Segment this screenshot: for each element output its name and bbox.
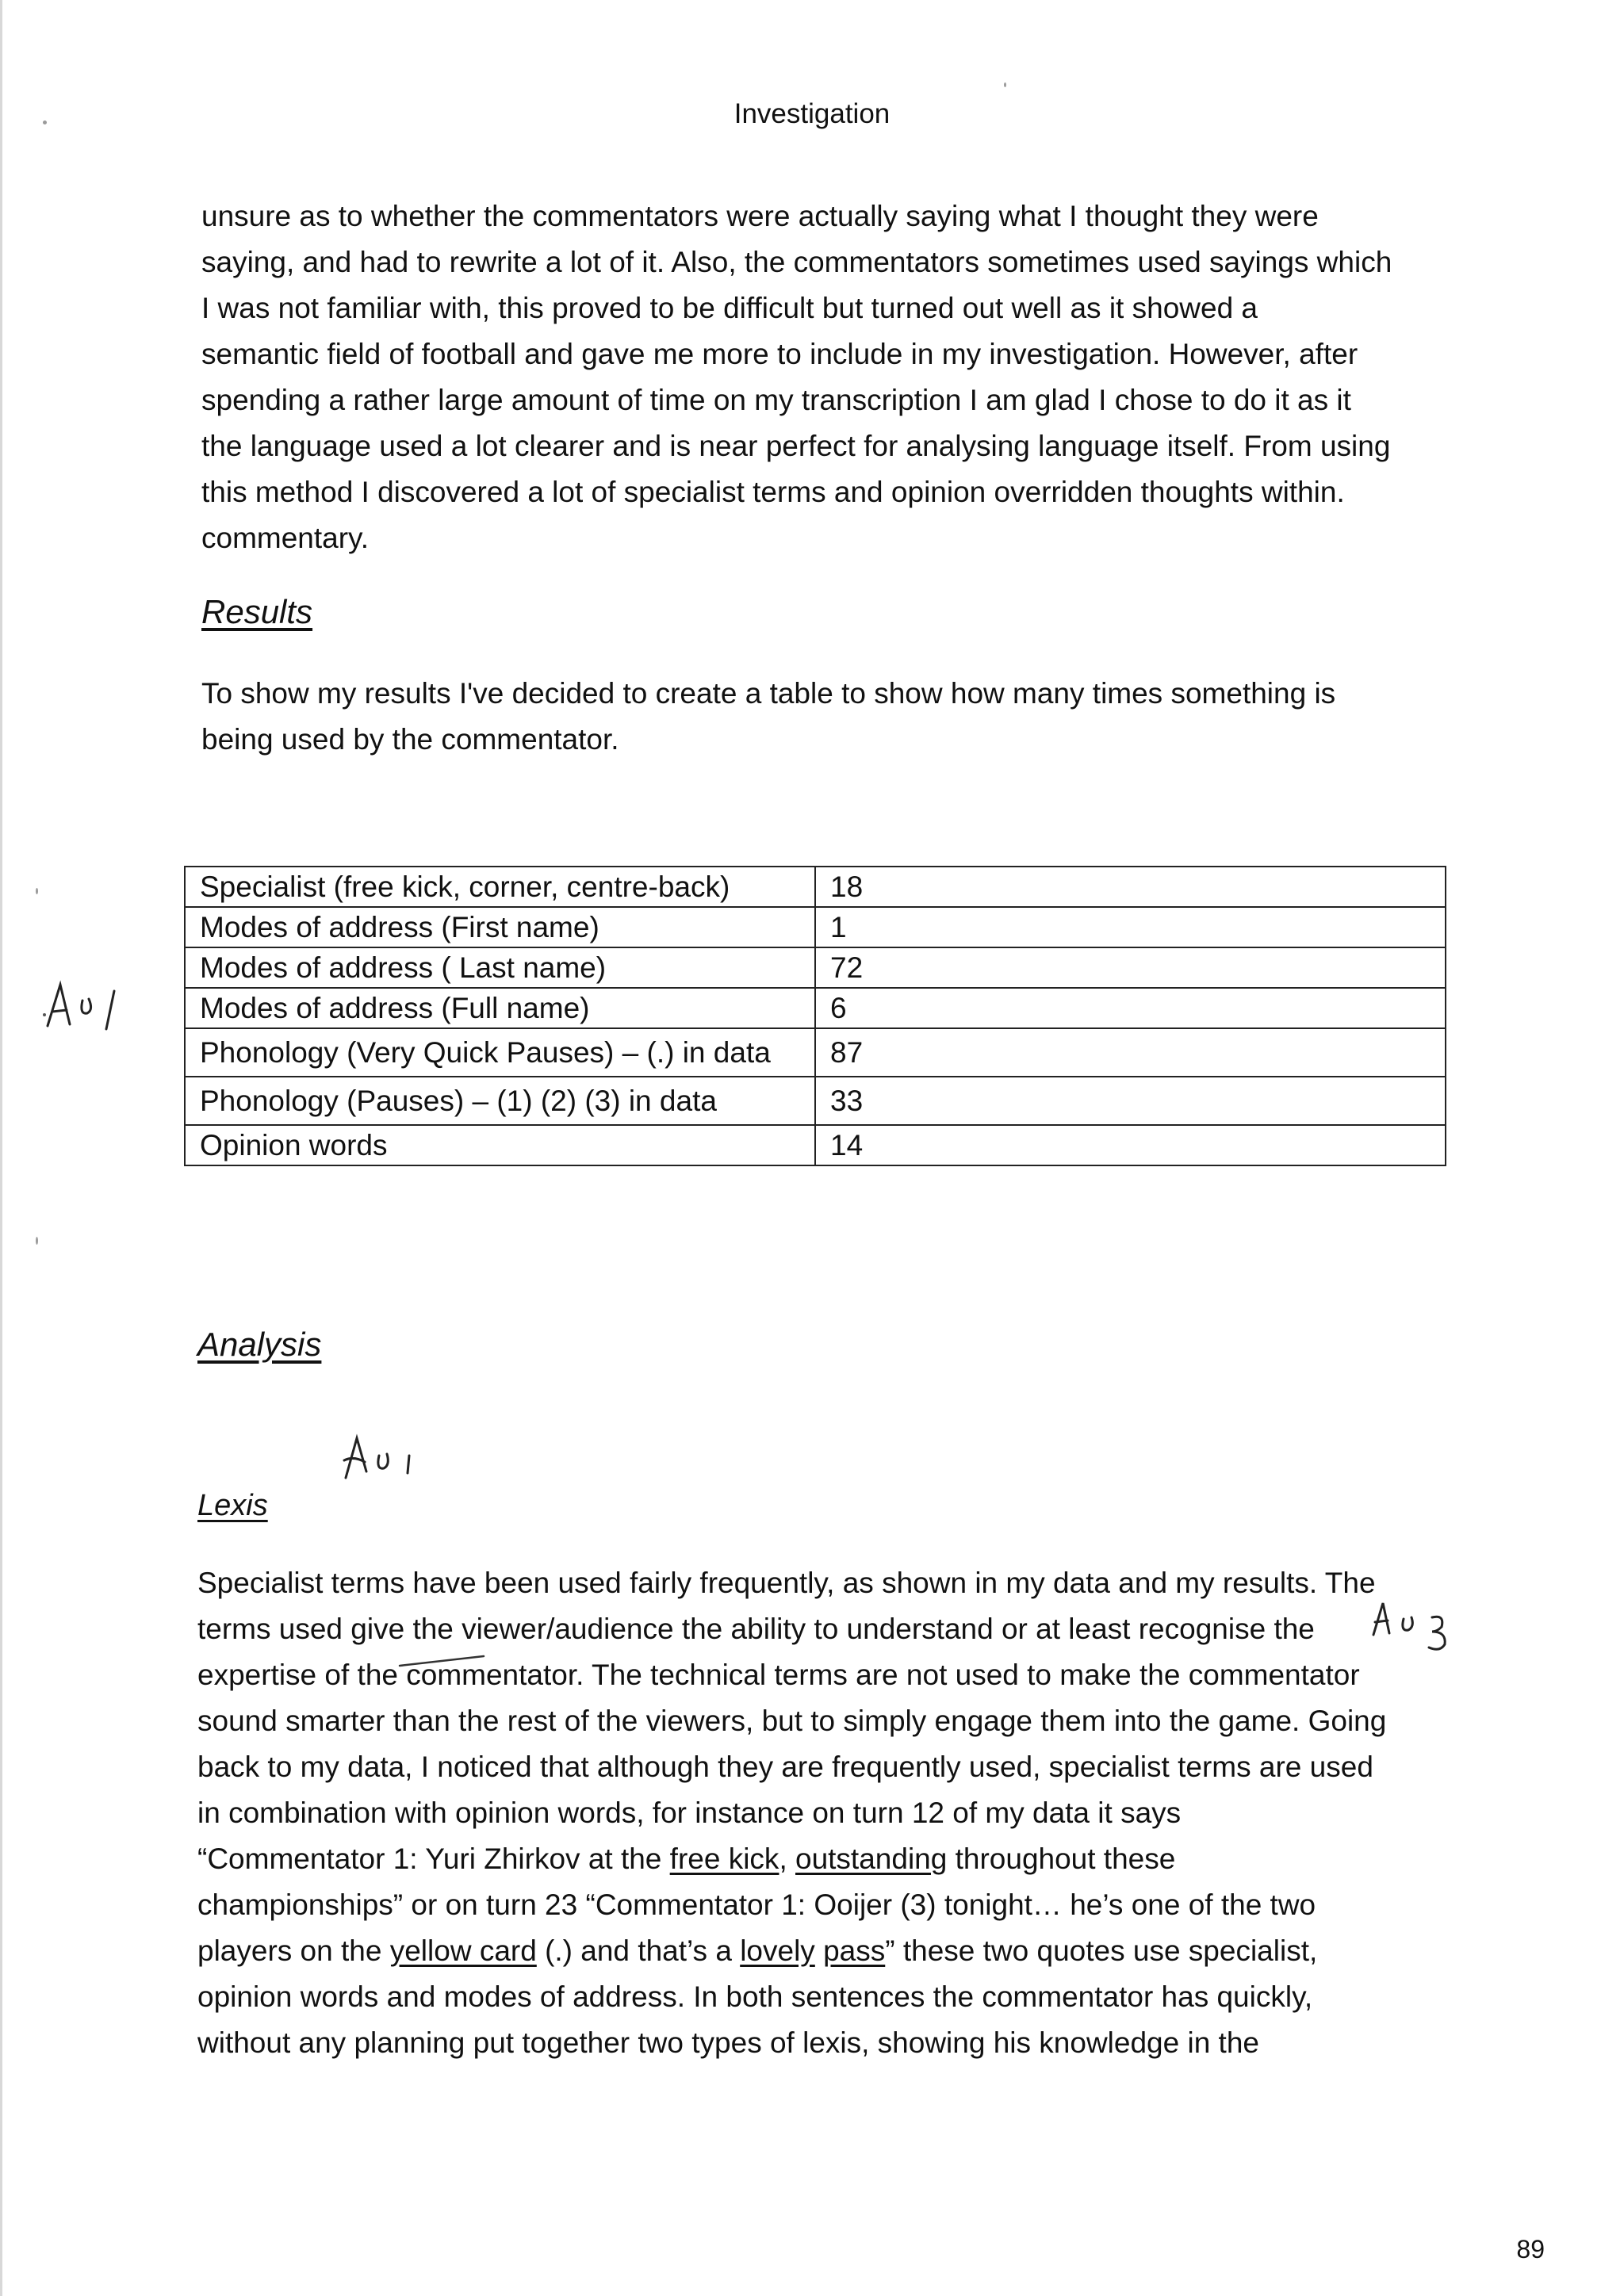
table-label-cell: Specialist (free kick, corner, centre-back) [185,867,815,907]
page-number: 89 [1516,2235,1545,2263]
results-line: To show my results I've decided to create a table to show how many times something is [201,677,1336,710]
handwriting-o-stroke [82,999,91,1013]
handwriting-o-stroke [1403,1617,1412,1630]
text-segment: , [779,1843,795,1875]
analysis-heading: Analysis [197,1326,322,1363]
table-label-cell: Modes of address (Full name) [185,988,815,1028]
table-label-cell: Opinion words [185,1125,815,1165]
intro-line: commentary. [201,522,370,554]
underlined-term: yellow card [389,1934,537,1967]
table-row [185,1028,1446,1077]
underlined-term: pass [823,1934,886,1967]
intro-line: this method I discovered a lot of specialist terms and opinion overridden thoughts within. [201,476,1345,508]
table-row [185,988,1446,1028]
margin-annotation-ao3 [1369,1595,1480,1667]
table-value-cell: 14 [815,1125,1446,1165]
results-heading: Results [201,593,313,630]
analysis-line: terms used give the viewer/audience the ability to understand or at least recognise the [197,1613,1315,1645]
intro-line: spending a rather large amount of time on my transcription I am glad I chose to do it as it [201,384,1351,416]
intro-line: saying, and had to rewrite a lot of it. Also, the commentators sometimes used sayings which [201,246,1392,278]
table-value-cell: 72 [815,947,1446,988]
handwriting-a-stroke [1373,1603,1389,1635]
intro-line: unsure as to whether the commentators were actually saying what I thought they were [201,200,1319,232]
table-row [185,1125,1446,1165]
table-label-cell: Phonology (Pauses) – (1) (2) (3) in data [185,1077,815,1125]
text-segment: throughout these [947,1843,1176,1875]
results-intro [201,671,1446,763]
intro-paragraph [201,193,1446,561]
table-label-cell: Modes of address ( Last name) [185,947,815,988]
lexis-subheading: Lexis [197,1489,268,1522]
table-value-cell: 18 [815,867,1446,907]
analysis-line: expertise of the commentator. The technical terms are not used to make the commentator [197,1659,1360,1691]
handwriting-1-stroke [408,1456,409,1473]
results-table [184,866,1446,1166]
handwriting-1-stroke [106,991,114,1029]
analysis-line: sound smarter than the rest of the viewers, but to simply engage them into the game. Going [197,1705,1387,1737]
results-line: being used by the commentator. [201,723,619,756]
text-segment: “Commentator 1: Yuri Zhirkov at the [197,1843,670,1875]
ink-dot [43,1013,46,1016]
table-label-cell: Modes of address (First name) [185,907,815,947]
handwriting-3-stroke [1429,1617,1445,1649]
intro-line: I was not familiar with, this proved to be difficult but turned out well as it showed a [201,292,1258,324]
analysis-line: in combination with opinion words, for instance on turn 12 of my data it says [197,1797,1182,1829]
analysis-line: Specialist terms have been used fairly frequently, as shown in my data and my results. The [197,1567,1376,1599]
scan-speck [36,888,38,894]
text-segment [815,1934,823,1967]
table-row [185,1077,1446,1125]
page-header: Investigation [733,98,891,129]
text-segment: ” these two quotes use specialist, [885,1934,1318,1967]
handwriting-a-stroke [48,985,70,1026]
pen-stroke [400,1656,484,1666]
table-row [185,867,1446,907]
intro-line: semantic field of football and gave me more to include in my investigation. However, after [201,338,1358,370]
lexis-annotation-ao1 [341,1432,436,1487]
table-value-cell: 33 [815,1077,1446,1125]
table-row [185,947,1446,988]
underlined-term: lovely [740,1934,815,1967]
analysis-paragraph [197,1560,1458,2066]
analysis-line: back to my data, I noticed that although they are frequently used, specialist terms are used [197,1751,1373,1783]
margin-annotation-ao1 [41,977,136,1040]
text-segment: players on the [197,1934,390,1967]
page-edge [0,0,2,2296]
table-label-cell: Phonology (Very Quick Pauses) – (.) in data [185,1028,815,1077]
analysis-line: opinion words and modes of address. In both sentences the commentator has quickly, [197,1980,1313,2013]
text-segment: (.) and that’s a [536,1934,741,1967]
handwriting-o-stroke [378,1454,388,1468]
intro-line: the language used a lot clearer and is near perfect for analysing language itself. From using [201,430,1391,462]
table-value-cell: 87 [815,1028,1446,1077]
analysis-line [197,1836,1458,1882]
handwriting-a-stroke [344,1438,366,1478]
analysis-line: without any planning put together two types of lexis, showing his knowledge in the [197,2026,1259,2059]
strikeout-mark [395,1651,553,1675]
table-value-cell: 6 [815,988,1446,1028]
analysis-line [197,1928,1458,1974]
underlined-term: free kick [669,1843,779,1875]
scan-speck [36,1237,38,1245]
table-row [185,907,1446,947]
scan-speck [1004,82,1006,87]
analysis-line: championships” or on turn 23 “Commentator 1: Ooijer (3) tonight… he’s one of the two [197,1888,1316,1921]
table-value-cell: 1 [815,907,1446,947]
underlined-term: outstanding [795,1843,948,1875]
